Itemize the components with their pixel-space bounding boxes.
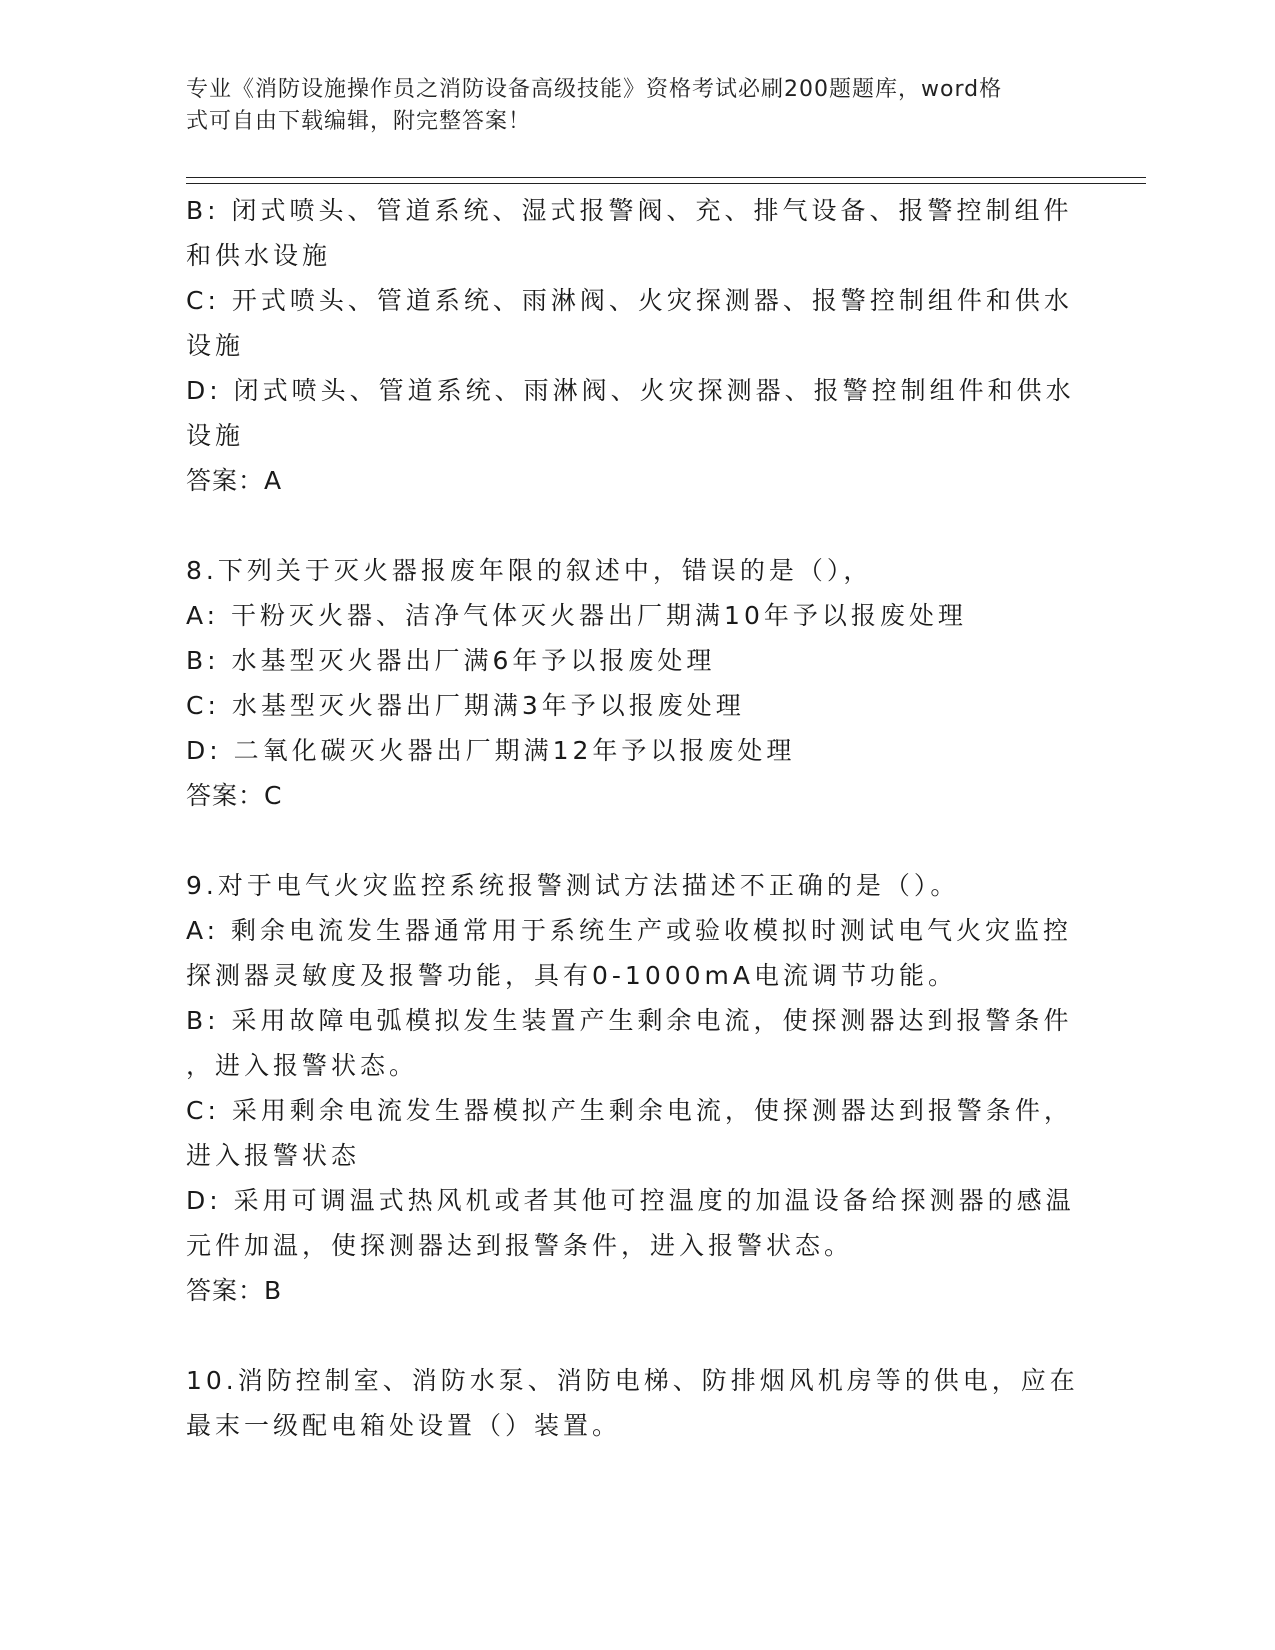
option-a-line-1: A: 剩余电流发生器通常用于系统生产或验收模拟时测试电气火灾监控 (186, 916, 1073, 945)
answer-label: 答案：B (186, 1276, 283, 1305)
question-stem-line-1: 10.消防控制室、消防水泵、消防电梯、防排烟风机房等的供电，应在 (186, 1366, 1079, 1395)
question-gap (186, 1313, 1076, 1358)
option-b-line-2: 和供水设施 (186, 241, 332, 270)
header-divider (186, 177, 1146, 184)
header-line-2: 式可自由下载编辑，附完整答案！ (186, 109, 532, 134)
document-body (186, 188, 1079, 1448)
question-10 (186, 1358, 1079, 1448)
question-stem: 9.对于电气火灾监控系统报警测试方法描述不正确的是（）。 (186, 871, 960, 900)
page-header (186, 74, 1066, 138)
question-gap (186, 818, 1076, 863)
option-a-line-2: 探测器灵敏度及报警功能，具有0-1000mA电流调节功能。 (186, 961, 958, 990)
option-c-line-2: 进入报警状态 (186, 1141, 361, 1170)
option-b-line-2: ，进入报警状态。 (186, 1051, 419, 1080)
option-c-line-2: 设施 (186, 331, 245, 360)
option-a: A: 干粉灭火器、洁净气体灭火器出厂期满10年予以报废处理 (186, 601, 967, 630)
option-d-line-2: 元件加温，使探测器达到报警条件，进入报警状态。 (186, 1231, 854, 1260)
option-b-line-1: B: 采用故障电弧模拟发生装置产生剩余电流，使探测器达到报警条件 (186, 1006, 1073, 1035)
header-line-1: 专业《消防设施操作员之消防设备高级技能》资格考试必刷200题题库，word格 (186, 77, 1003, 102)
answer-label: 答案：A (186, 466, 283, 495)
question-stem: 8.下列关于灭火器报废年限的叙述中，错误的是（）， (186, 556, 873, 585)
question-9 (186, 863, 1076, 1313)
option-d-line-2: 设施 (186, 421, 245, 450)
question-stem-line-2: 最末一级配电箱处设置（）装置。 (186, 1411, 622, 1440)
question-7-tail (186, 188, 1076, 503)
option-d: D: 二氧化碳灭火器出厂期满12年予以报废处理 (186, 736, 796, 765)
answer-label: 答案：C (186, 781, 283, 810)
question-8 (186, 548, 1076, 818)
question-gap (186, 503, 1076, 548)
option-d-line-1: D: 闭式喷头、管道系统、雨淋阀、火灾探测器、报警控制组件和供水 (186, 376, 1075, 405)
option-b-line-1: B: 闭式喷头、管道系统、湿式报警阀、充、排气设备、报警控制组件 (186, 196, 1073, 225)
option-b: B: 水基型灭火器出厂满6年予以报废处理 (186, 646, 716, 675)
option-d-line-1: D: 采用可调温式热风机或者其他可控温度的加温设备给探测器的感温 (186, 1186, 1075, 1215)
option-c-line-1: C: 开式喷头、管道系统、雨淋阀、火灾探测器、报警控制组件和供水 (186, 286, 1073, 315)
option-c-line-1: C: 采用剩余电流发生器模拟产生剩余电流，使探测器达到报警条件， (186, 1096, 1073, 1125)
option-c: C: 水基型灭火器出厂期满3年予以报废处理 (186, 691, 745, 720)
